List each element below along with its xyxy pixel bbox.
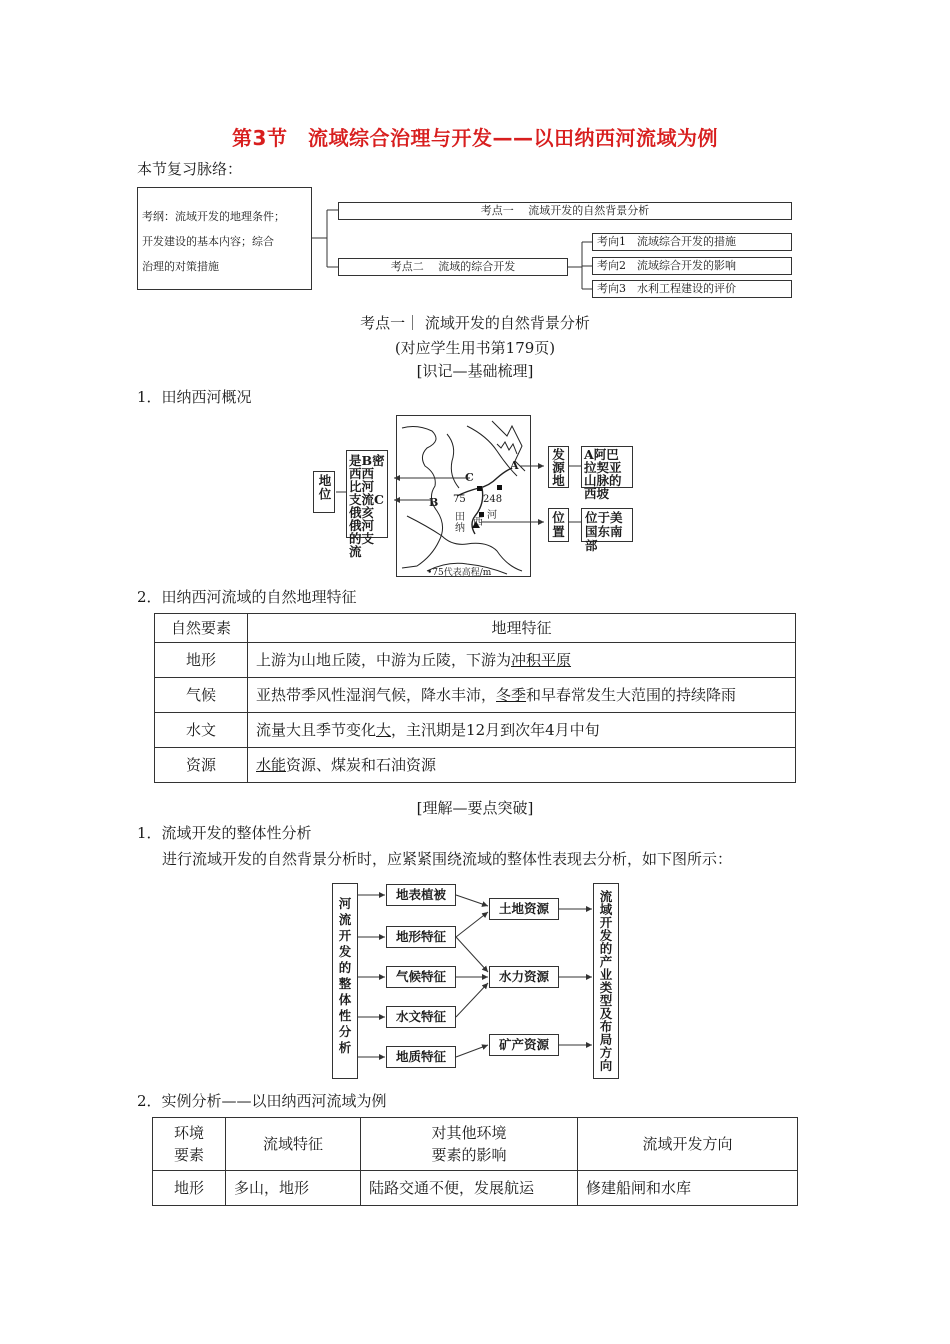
item-heading: 2．田纳西河流域的自然地理特征 (137, 588, 357, 606)
syllabus-line: 考纲：流域开发的地理条件； (142, 210, 285, 223)
table-header (361, 1118, 578, 1171)
outline-kaodian-2: 考点二 流域的综合开发 (338, 258, 568, 276)
item-heading: 1．流域开发的整体性分析 (137, 824, 312, 842)
cell-text: 上游为山地丘陵，中游为丘陵，下游为 (256, 651, 512, 669)
map-elevation: 248 (483, 494, 503, 505)
table-cell: 地形 (155, 643, 248, 678)
flow-factor-box: 地质特征 (386, 1046, 456, 1068)
map-position-box: 位于美国东南部 (581, 508, 633, 542)
flow-resource-box: 水力资源 (489, 966, 559, 988)
outline-kaoxiang-1: 考向1 流域综合开发的措施 (592, 233, 792, 251)
cell-answer: 冲积平原 (511, 651, 572, 669)
table-cell: 陆路交通不便，发展航运 (361, 1171, 578, 1206)
map-left-label: 地位 (313, 471, 335, 513)
cell-text: 资源、煤炭和石油资源 (286, 756, 437, 774)
header-line: 要素 (173, 1146, 204, 1164)
item-heading: 2．实例分析——以田纳西河流域为例 (137, 1092, 387, 1110)
flow-resource-box: 土地资源 (489, 898, 559, 920)
table-header: 自然要素 (155, 614, 248, 643)
section-subheading: (对应学生用书第179页) (394, 339, 556, 357)
paragraph: 进行流域开发的自然背景分析时，应紧紧围绕流域的整体性表现去分析，如下图所示： (162, 850, 733, 868)
map-source-label: 发源地 (548, 446, 569, 488)
map-letter-b: B (429, 496, 439, 509)
table-row (153, 1171, 798, 1206)
map-river-label: 河 (487, 510, 497, 521)
flow-factor-box: 地形特征 (386, 926, 456, 948)
flow-left-box: 河流开发的整体性分析 (332, 883, 358, 1079)
map-river-label: 纳 (455, 523, 465, 534)
item-heading: 1．田纳西河概况 (137, 388, 252, 406)
cell-text: 和早春常发生大范围的持续降雨 (526, 686, 737, 704)
cell-text: 流量大且季节变化 (256, 721, 377, 739)
map-letter-c: C (465, 471, 474, 484)
review-label: 本节复习脉络： (137, 160, 243, 178)
map-legend: •75代表高程/m (427, 568, 492, 578)
header-line: 对其他环境 (431, 1124, 507, 1142)
syllabus-line: 治理的对策措施 (142, 260, 219, 273)
cell-text: ，主汛期是12月到次年4月中旬 (391, 721, 600, 739)
table-cell: 多山，地形 (226, 1171, 361, 1206)
flow-factor-box: 水文特征 (386, 1006, 456, 1028)
cell-text: 亚热带季风性湿润气候，降水丰沛， (256, 686, 497, 704)
header-line: 环境 (173, 1124, 204, 1142)
table-header: 流域特征 (226, 1118, 361, 1171)
cell-answer: 水能 (256, 756, 287, 774)
flow-factor-box: 气候特征 (386, 966, 456, 988)
cell-answer: 大 (376, 721, 392, 739)
table-header (153, 1118, 226, 1171)
map-letter-a: A (510, 459, 519, 472)
table-header: 地理特征 (248, 614, 796, 643)
header-line: 要素的影响 (431, 1146, 507, 1164)
example-table (152, 1117, 798, 1206)
table-cell: 修建船闸和水库 (578, 1171, 798, 1206)
outline-kaoxiang-3: 考向3 水利工程建设的评价 (592, 280, 792, 298)
table-header-row (153, 1118, 798, 1171)
flow-factor-box: 地表植被 (386, 884, 456, 906)
syllabus-line: 开发建设的基本内容；综合 (142, 235, 274, 248)
page-title: 第3节 流域综合治理与开发——以田纳西河流域为例 (232, 126, 718, 150)
flow-resource-box: 矿产资源 (489, 1034, 559, 1056)
table-cell: 水文 (155, 713, 248, 748)
map-left-box: 是B密西西比河支流C俄亥俄河的支流 (346, 450, 388, 538)
map-river-label: 田 (455, 512, 465, 523)
table-cell: 地形 (153, 1171, 226, 1206)
cell-answer: 冬季 (496, 686, 527, 704)
section-tag: [识记—基础梳理] (416, 362, 534, 380)
section-heading: 考点一｜ 流域开发的自然背景分析 (360, 314, 590, 332)
table-header: 流域开发方向 (578, 1118, 798, 1171)
outline-kaodian-1: 考点一 流域开发的自然背景分析 (338, 202, 792, 220)
section-tag: [理解—要点突破] (416, 799, 534, 817)
flow-right-box: 流域开发的产业类型及布局方向 (593, 883, 619, 1079)
map-river-label: 西 (473, 517, 483, 528)
map-position-label: 位置 (548, 508, 569, 542)
outline-kaoxiang-2: 考向2 流域综合开发的影响 (592, 257, 792, 275)
map-source-box: A阿巴拉契亚山脉的西坡 (581, 446, 633, 488)
table-cell: 气候 (155, 678, 248, 713)
map-elevation: 75 (453, 494, 466, 505)
table-cell: 资源 (155, 748, 248, 783)
